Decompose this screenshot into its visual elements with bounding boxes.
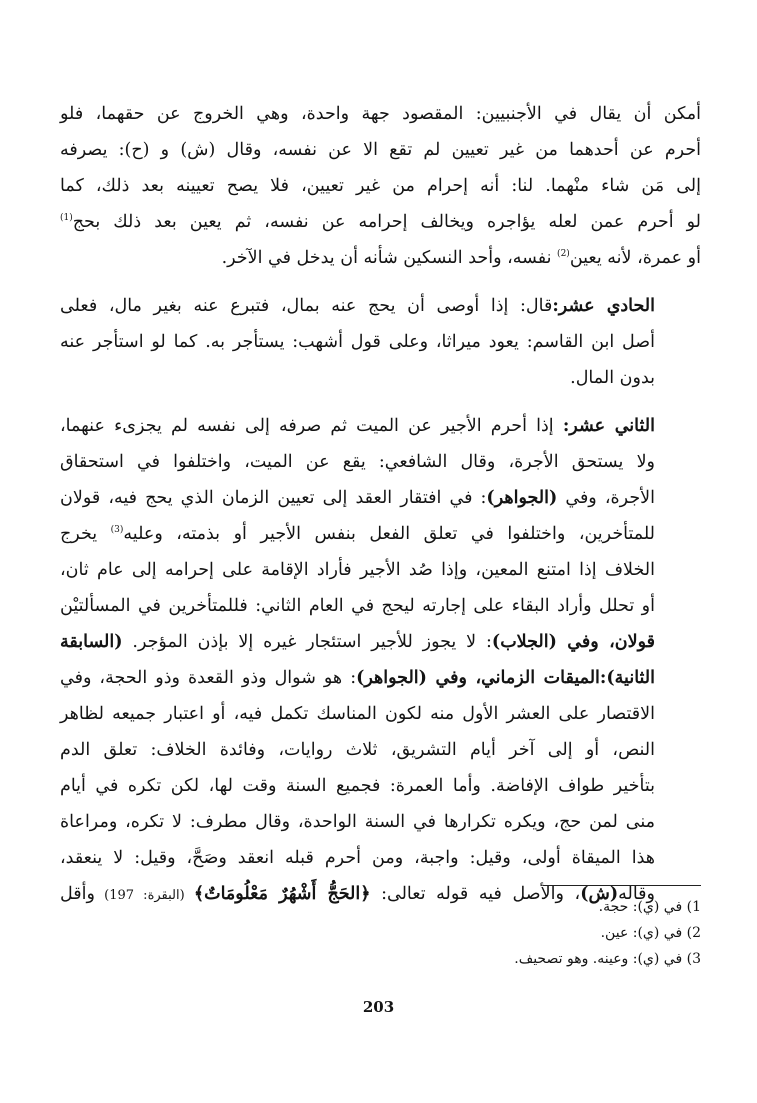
text-line: النص، أو إلى آخر أيام التشريق، ثلاث روايات، وفائدة الخلاف: تعلق الدم	[60, 740, 655, 760]
line-text: الأجرة، وفي	[557, 488, 655, 508]
line-text: : لا يجوز للأجير استئجار غيره إلا بإذن المؤجر.	[122, 632, 492, 652]
bold-phrase: قولان، وفي (الجلاب)	[491, 632, 655, 652]
text-line: أو تحلل وأراد البقاء على إجارته ليحج في العام الثاني: فللمتأخرين في المسألتيْن	[60, 596, 655, 616]
text-line	[60, 516, 701, 552]
footnote-item: 2) في (ي): عين.	[600, 925, 701, 941]
text-line: الخلاف إذا امتنع المعين، وإذا صُد الأجير فأراد الإقامة على إحرامه إلى عام ثان،	[60, 560, 655, 580]
quran-verse: ﴿الحَجُّ أَشْهُرٌ مَعْلُومَاتٌ﴾	[193, 884, 371, 904]
line-text: إذا أحرم الأجير عن الميت ثم صرفه إلى نفسه لم يجزىء عنهما،	[60, 416, 563, 436]
line-text: وأقل	[60, 884, 95, 904]
footnote-item: 3) في (ي): وعينه. وهو تصحيف.	[514, 951, 701, 967]
section-heading-eleventh: الحادي عشر:	[552, 296, 656, 316]
bold-phrase: الثانية):الميقات الزماني، وفي (الجواهر)	[356, 668, 655, 688]
footnote-marker-2: (2)	[557, 249, 570, 260]
line-text: يخرج	[60, 524, 111, 544]
line-text: : في افتقار العقد إلى تعيين الزمان الذي يحج فيه، قولان	[60, 488, 487, 508]
text-line: أحرم عن أحدهما من غير تعيين لم تقع الا عن نفسه، وقال (ش) و (ح): يصرفه	[60, 140, 701, 160]
text-line: أمكن أن يقال في الأجنبيين: المقصود جهة واحدة، وهي الخروج عن حقهما، فلو	[60, 104, 701, 124]
text-line: أصل ابن القاسم: يعود ميراثا، وعلى قول أشهب: يستأجر به. كما لو استأجر عنه	[60, 332, 655, 352]
main-text	[60, 96, 701, 914]
page-number: 203	[362, 998, 395, 1016]
section-heading-twelfth: الثاني عشر:	[562, 416, 655, 436]
bold-phrase: (ش)	[580, 884, 619, 904]
line-text: قال: إذا أوصى أن يحج عنه بمال، فتبرع عنه بغير مال، فعلى	[60, 296, 553, 316]
text-line: ولا يستحق الأجرة، وقال الشافعي: يقع عن الميت، واختلفوا في استحقاق	[60, 452, 655, 472]
text-line: بتأخير طواف الإفاضة. وأما العمرة: فجميع السنة وقت لها، لكن تكره في أيام	[60, 776, 655, 796]
line-text: : هو شوال وذو القعدة وذو الحجة، وفي	[60, 668, 357, 688]
text-line	[60, 240, 701, 276]
bold-phrase: (السابقة	[60, 632, 123, 652]
line-text: أو عمرة، لأنه يعين	[569, 248, 701, 268]
line-text: ، والأصل فيه قوله تعالى:	[370, 884, 581, 904]
line-text: للمتأخرين، واختلفوا في تعلق الفعل بنفس الأجير أو بذمته، وعليه	[123, 524, 656, 544]
verse-reference: (البقرة: 197)	[94, 888, 194, 903]
line-text: نفسه، وأحد النسكين شأنه أن يدخل في الآخر.	[221, 248, 558, 268]
text-line: الاقتصار على العشر الأول منه لكون المناسك تكمل فيه، أو اعتبار جميعه لظاهر	[60, 704, 655, 724]
text-line	[60, 660, 701, 696]
paragraph-1	[60, 96, 701, 276]
line-text: وقاله	[618, 884, 655, 904]
footnote-divider	[543, 885, 701, 886]
source-reference: (الجواهر)	[486, 488, 558, 508]
line-text: لو أحرم عمن لعله يؤاجره ويخالف إحرامه عن نفسه، ثم يعين بعد ذلك بحج	[72, 212, 701, 232]
text-line	[60, 288, 701, 324]
text-line	[60, 480, 701, 516]
footnotes	[60, 894, 701, 972]
text-line	[60, 204, 701, 240]
footnote-marker-3: (3)	[110, 525, 124, 536]
text-line	[60, 624, 701, 660]
text-line	[60, 408, 701, 444]
text-line: هذا الميقاة أولى، وقيل: واجبة، ومن أحرم قبله انعقد وصَحَّ، وقيل: لا ينعقد،	[60, 848, 655, 868]
text-line: بدون المال.	[570, 368, 655, 388]
paragraph-2	[60, 288, 701, 396]
text-line: منى لمن حج، ويكره تكرارها في السنة الواحدة، وقال مطرف: لا تكره، ومراعاة	[60, 812, 655, 832]
footnote-item: 1) في (ي): حجة.	[598, 899, 701, 915]
text-line: إلى مَن شاء منْهما. لنا: أنه إحرام من غير تعيين، فلا يصح تعيينه بعد ذلك، كما	[60, 176, 701, 196]
footnote-marker-1: (1)	[60, 213, 73, 224]
paragraph-3	[60, 408, 701, 914]
